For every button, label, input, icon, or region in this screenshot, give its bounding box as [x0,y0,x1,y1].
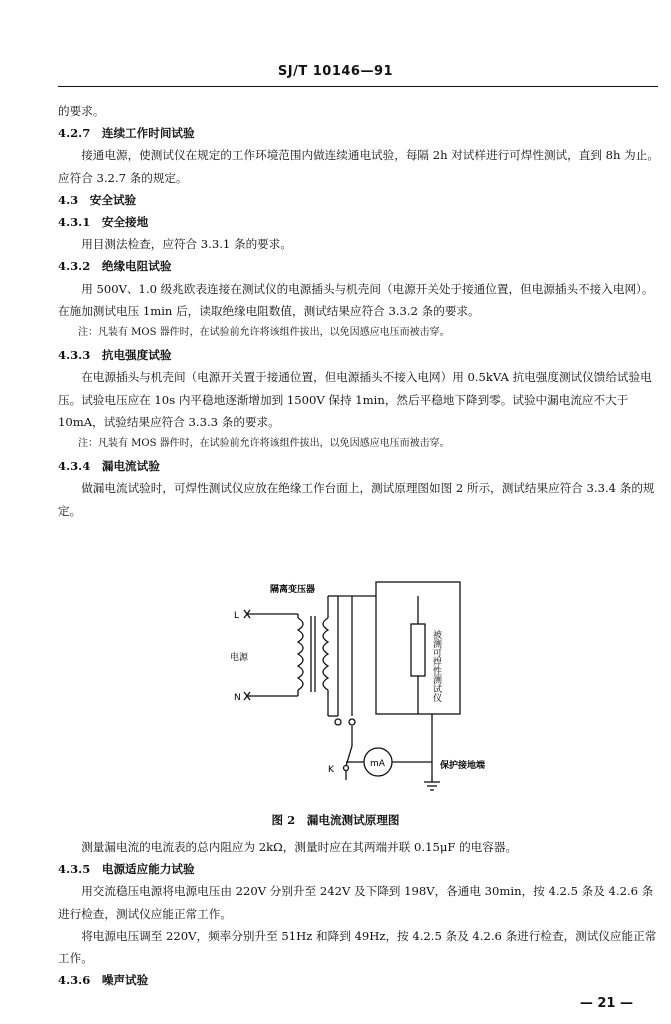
section-heading: 4.3.6 噪声试验 [58,973,149,988]
paragraph: 的要求。 [58,104,105,118]
meter-label: mA [370,759,385,769]
paragraph: 将电源电压调至 220V，频率分别升至 51Hz 和降到 49Hz，按 4.2.5 条及 4.2.6 条进行检查，测试仪应能正常工作。 [58,928,657,966]
paragraph: 接通电源，使测试仪在规定的工作环境范围内做连续通电试验，每隔 2h 对试样进行可焊性测试，直到 8h 为止。应符合 3.2.7 条的规定。 [58,148,659,185]
section-heading: 4.2.7 连续工作时间试验 [58,126,195,141]
paragraph: 测量漏电流的电流表的总内阻应为 2kΩ，测量时应在其两端并联 0.15μF 的电容器。 [81,840,518,854]
transformer-label: 隔离变压器 [270,585,316,595]
paragraph: 用交流稳压电源将电源电压由 220V 分别升至 242V 及下降到 198V，各通电 30min，按 4.2.5 条及 4.2.6 条进行检查，测试仪应能正常工作。 [58,884,654,921]
section-heading: 4.3 安全试验 [58,192,137,207]
section-heading: 4.3.5 电源适应能力试验 [58,862,195,877]
leakage-current-test-diagram [200,570,486,806]
switch-label: K [328,765,334,775]
standard-number-header: SJ/T 10146—91 [277,64,394,79]
neutral-terminal-label: N [234,693,241,703]
note: 注：凡装有 MOS 器件时，在试验前允许将该组件拔出，以免因感应电压而被击穿。 [78,438,450,450]
header-rule [58,86,658,87]
paragraph: 用 500V、1.0 级兆欧表连接在测试仪的电源插头与机壳间（电源开关处于接通位置，但电源插头不接入电网）。在施加测试电压 1min 后，读取绝缘电阻数值，测试结果应符合 3.3.2 条的要求。 [58,281,654,318]
dut-resistor [411,624,425,676]
dut-label: 被测可焊性测试仪 [431,630,441,702]
page-number: — 21 — [579,996,633,1011]
paragraph: 在电源插头与机壳间（电源开关置于接通位置，但电源插头不接入电网）用 0.5kVA 抗电强度测试仪馈给试验电压。试验电压应在 10s 内平稳地逐渐增加到 1500V 保持 1min，然后平稳地下降到零。试验中漏电流应不大于 10mA，试验结果应符合 3.3.3 条的要求。 [58,370,652,429]
paragraph: 做漏电流试验时，可焊性测试仪应放在绝缘工作台面上，测试原理图如图 2 所示，测试结果应符合 3.3.4 条的规定。 [58,481,655,518]
note: 注：凡装有 MOS 器件时，在试验前允许将该组件拔出，以免因感应电压而被击穿。 [78,327,450,339]
paragraph: 用目测法检查，应符合 3.3.1 条的要求。 [81,237,292,252]
section-heading: 4.3.4 漏电流试验 [58,459,160,474]
figure-caption: 图 2 漏电流测试原理图 [271,813,400,827]
line-terminal-label: L [234,611,240,621]
power-source-label: 电源 [230,653,249,663]
body-text-continued [58,836,660,991]
body-text [58,100,660,522]
section-heading: 4.3.1 安全接地 [58,215,149,230]
ground-label: 保护接地端 [440,761,486,771]
section-heading: 4.3.3 抗电强度试验 [58,348,172,363]
section-heading: 4.3.2 绝缘电阻试验 [58,259,172,274]
